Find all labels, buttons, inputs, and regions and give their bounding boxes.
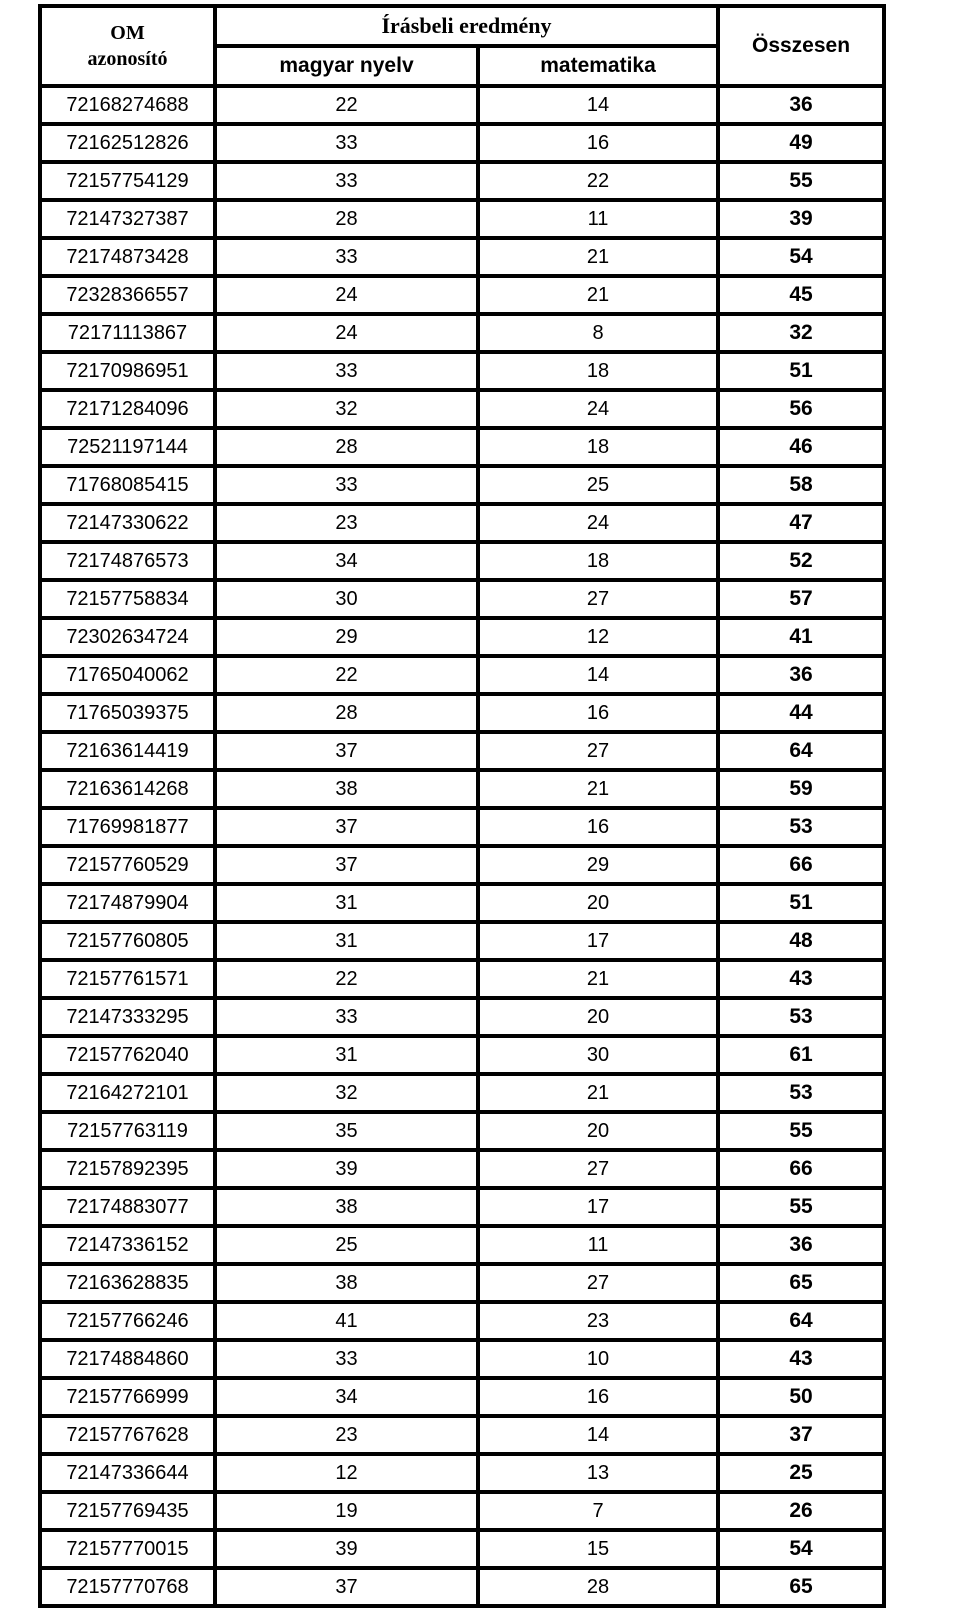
- hungarian-score-cell: 34: [215, 542, 478, 580]
- math-score-cell: 16: [478, 1378, 718, 1416]
- total-score-cell: 56: [718, 390, 884, 428]
- hungarian-score-cell: 25: [215, 1226, 478, 1264]
- math-score-cell: 28: [478, 1568, 718, 1606]
- total-score-cell: 47: [718, 504, 884, 542]
- hungarian-score-cell: 33: [215, 998, 478, 1036]
- math-score-cell: 14: [478, 1416, 718, 1454]
- table-row: [40, 314, 884, 352]
- table-row: [40, 1150, 884, 1188]
- total-score-cell: 41: [718, 618, 884, 656]
- om-id-cell: 72163628835: [40, 1264, 215, 1302]
- table-row: [40, 770, 884, 808]
- table-row: [40, 1302, 884, 1340]
- math-score-cell: 27: [478, 580, 718, 618]
- math-score-cell: 29: [478, 846, 718, 884]
- header-hungarian: magyar nyelv: [215, 46, 478, 86]
- hungarian-score-cell: 35: [215, 1112, 478, 1150]
- hungarian-score-cell: 37: [215, 1568, 478, 1606]
- hungarian-score-cell: 31: [215, 884, 478, 922]
- math-score-cell: 11: [478, 200, 718, 238]
- hungarian-score-cell: 33: [215, 1340, 478, 1378]
- om-id-cell: 72302634724: [40, 618, 215, 656]
- hungarian-score-cell: 23: [215, 504, 478, 542]
- total-score-cell: 53: [718, 1074, 884, 1112]
- total-score-cell: 59: [718, 770, 884, 808]
- header-math: matematika: [478, 46, 718, 86]
- hungarian-score-cell: 33: [215, 466, 478, 504]
- total-score-cell: 55: [718, 162, 884, 200]
- table-row: [40, 1264, 884, 1302]
- header-written-result: Írásbeli eredmény: [215, 6, 718, 46]
- om-id-cell: 71765039375: [40, 694, 215, 732]
- table-row: [40, 1530, 884, 1568]
- table-row: [40, 1036, 884, 1074]
- om-id-cell: 72157762040: [40, 1036, 215, 1074]
- om-id-cell: 72157769435: [40, 1492, 215, 1530]
- om-id-cell: 72521197144: [40, 428, 215, 466]
- hungarian-score-cell: 29: [215, 618, 478, 656]
- total-score-cell: 55: [718, 1188, 884, 1226]
- math-score-cell: 18: [478, 428, 718, 466]
- om-id-cell: 72162512826: [40, 124, 215, 162]
- total-score-cell: 65: [718, 1568, 884, 1606]
- math-score-cell: 21: [478, 1074, 718, 1112]
- om-id-cell: 72157766999: [40, 1378, 215, 1416]
- total-score-cell: 36: [718, 86, 884, 124]
- om-id-cell: 72157760805: [40, 922, 215, 960]
- hungarian-score-cell: 23: [215, 1416, 478, 1454]
- table-row: [40, 200, 884, 238]
- table-header: [40, 6, 884, 86]
- table-row: [40, 960, 884, 998]
- math-score-cell: 7: [478, 1492, 718, 1530]
- math-score-cell: 11: [478, 1226, 718, 1264]
- om-id-cell: 72157770015: [40, 1530, 215, 1568]
- header-om-id: [40, 6, 215, 86]
- math-score-cell: 21: [478, 238, 718, 276]
- hungarian-score-cell: 37: [215, 808, 478, 846]
- om-id-cell: 72157761571: [40, 960, 215, 998]
- table-row: [40, 1492, 884, 1530]
- math-score-cell: 16: [478, 124, 718, 162]
- total-score-cell: 54: [718, 1530, 884, 1568]
- total-score-cell: 50: [718, 1378, 884, 1416]
- table-row: [40, 1378, 884, 1416]
- table-row: [40, 656, 884, 694]
- total-score-cell: 32: [718, 314, 884, 352]
- table-row: [40, 998, 884, 1036]
- math-score-cell: 20: [478, 1112, 718, 1150]
- table-row: [40, 1416, 884, 1454]
- hungarian-score-cell: 24: [215, 314, 478, 352]
- math-score-cell: 16: [478, 808, 718, 846]
- total-score-cell: 43: [718, 960, 884, 998]
- table-row: [40, 542, 884, 580]
- hungarian-score-cell: 38: [215, 1188, 478, 1226]
- math-score-cell: 21: [478, 276, 718, 314]
- hungarian-score-cell: 38: [215, 770, 478, 808]
- table-row: [40, 162, 884, 200]
- math-score-cell: 10: [478, 1340, 718, 1378]
- hungarian-score-cell: 33: [215, 124, 478, 162]
- hungarian-score-cell: 33: [215, 352, 478, 390]
- math-score-cell: 20: [478, 884, 718, 922]
- om-id-cell: 72157766246: [40, 1302, 215, 1340]
- math-score-cell: 21: [478, 770, 718, 808]
- hungarian-score-cell: 33: [215, 238, 478, 276]
- hungarian-score-cell: 31: [215, 1036, 478, 1074]
- total-score-cell: 37: [718, 1416, 884, 1454]
- total-score-cell: 55: [718, 1112, 884, 1150]
- table-row: [40, 580, 884, 618]
- results-table: [38, 4, 886, 1608]
- table-row: [40, 1340, 884, 1378]
- math-score-cell: 8: [478, 314, 718, 352]
- total-score-cell: 64: [718, 1302, 884, 1340]
- total-score-cell: 49: [718, 124, 884, 162]
- total-score-cell: 48: [718, 922, 884, 960]
- math-score-cell: 27: [478, 1264, 718, 1302]
- om-id-cell: 71765040062: [40, 656, 215, 694]
- hungarian-score-cell: 33: [215, 162, 478, 200]
- om-id-cell: 72168274688: [40, 86, 215, 124]
- total-score-cell: 45: [718, 276, 884, 314]
- om-id-cell: 72157892395: [40, 1150, 215, 1188]
- total-score-cell: 53: [718, 998, 884, 1036]
- math-score-cell: 23: [478, 1302, 718, 1340]
- om-id-cell: 72157754129: [40, 162, 215, 200]
- hungarian-score-cell: 28: [215, 200, 478, 238]
- table-row: [40, 504, 884, 542]
- total-score-cell: 46: [718, 428, 884, 466]
- om-id-cell: 72174879904: [40, 884, 215, 922]
- total-score-cell: 43: [718, 1340, 884, 1378]
- total-score-cell: 44: [718, 694, 884, 732]
- table-row: [40, 846, 884, 884]
- math-score-cell: 27: [478, 732, 718, 770]
- math-score-cell: 15: [478, 1530, 718, 1568]
- total-score-cell: 36: [718, 656, 884, 694]
- hungarian-score-cell: 28: [215, 428, 478, 466]
- total-score-cell: 58: [718, 466, 884, 504]
- om-id-cell: 72174876573: [40, 542, 215, 580]
- math-score-cell: 24: [478, 504, 718, 542]
- table-body: [40, 86, 884, 1606]
- table-row: [40, 808, 884, 846]
- math-score-cell: 14: [478, 86, 718, 124]
- hungarian-score-cell: 41: [215, 1302, 478, 1340]
- total-score-cell: 64: [718, 732, 884, 770]
- table-row: [40, 1454, 884, 1492]
- math-score-cell: 25: [478, 466, 718, 504]
- om-id-cell: 72174884860: [40, 1340, 215, 1378]
- header-total: Összesen: [718, 6, 884, 86]
- hungarian-score-cell: 38: [215, 1264, 478, 1302]
- table-row: [40, 1226, 884, 1264]
- table-row: [40, 238, 884, 276]
- total-score-cell: 26: [718, 1492, 884, 1530]
- hungarian-score-cell: 28: [215, 694, 478, 732]
- table-row: [40, 390, 884, 428]
- math-score-cell: 24: [478, 390, 718, 428]
- math-score-cell: 17: [478, 1188, 718, 1226]
- math-score-cell: 18: [478, 542, 718, 580]
- math-score-cell: 13: [478, 1454, 718, 1492]
- om-id-cell: 72157760529: [40, 846, 215, 884]
- om-id-cell: 72157758834: [40, 580, 215, 618]
- om-id-cell: 72163614419: [40, 732, 215, 770]
- table-row: [40, 884, 884, 922]
- om-id-cell: 72157767628: [40, 1416, 215, 1454]
- total-score-cell: 65: [718, 1264, 884, 1302]
- hungarian-score-cell: 24: [215, 276, 478, 314]
- math-score-cell: 18: [478, 352, 718, 390]
- total-score-cell: 66: [718, 846, 884, 884]
- total-score-cell: 25: [718, 1454, 884, 1492]
- table-row: [40, 1568, 884, 1606]
- hungarian-score-cell: 32: [215, 1074, 478, 1112]
- total-score-cell: 66: [718, 1150, 884, 1188]
- table-row: [40, 276, 884, 314]
- om-id-cell: 72147330622: [40, 504, 215, 542]
- math-score-cell: 12: [478, 618, 718, 656]
- math-score-cell: 22: [478, 162, 718, 200]
- math-score-cell: 20: [478, 998, 718, 1036]
- total-score-cell: 54: [718, 238, 884, 276]
- om-id-cell: 72170986951: [40, 352, 215, 390]
- total-score-cell: 51: [718, 884, 884, 922]
- table-row: [40, 352, 884, 390]
- hungarian-score-cell: 22: [215, 960, 478, 998]
- math-score-cell: 17: [478, 922, 718, 960]
- hungarian-score-cell: 31: [215, 922, 478, 960]
- om-id-cell: 72328366557: [40, 276, 215, 314]
- hungarian-score-cell: 32: [215, 390, 478, 428]
- total-score-cell: 57: [718, 580, 884, 618]
- table-row: [40, 1074, 884, 1112]
- om-id-cell: 72164272101: [40, 1074, 215, 1112]
- math-score-cell: 27: [478, 1150, 718, 1188]
- total-score-cell: 39: [718, 200, 884, 238]
- math-score-cell: 14: [478, 656, 718, 694]
- total-score-cell: 51: [718, 352, 884, 390]
- hungarian-score-cell: 30: [215, 580, 478, 618]
- hungarian-score-cell: 39: [215, 1530, 478, 1568]
- om-id-cell: 72147336152: [40, 1226, 215, 1264]
- total-score-cell: 61: [718, 1036, 884, 1074]
- header-om-line1: OM: [110, 22, 145, 44]
- table-row: [40, 694, 884, 732]
- total-score-cell: 52: [718, 542, 884, 580]
- hungarian-score-cell: 19: [215, 1492, 478, 1530]
- om-id-cell: 72174883077: [40, 1188, 215, 1226]
- hungarian-score-cell: 22: [215, 656, 478, 694]
- om-id-cell: 71768085415: [40, 466, 215, 504]
- table-row: [40, 1112, 884, 1150]
- om-id-cell: 72174873428: [40, 238, 215, 276]
- om-id-cell: 72171284096: [40, 390, 215, 428]
- math-score-cell: 30: [478, 1036, 718, 1074]
- table-row: [40, 1188, 884, 1226]
- math-score-cell: 21: [478, 960, 718, 998]
- om-id-cell: 72163614268: [40, 770, 215, 808]
- om-id-cell: 72147336644: [40, 1454, 215, 1492]
- hungarian-score-cell: 37: [215, 846, 478, 884]
- total-score-cell: 36: [718, 1226, 884, 1264]
- table-row: [40, 922, 884, 960]
- hungarian-score-cell: 39: [215, 1150, 478, 1188]
- om-id-cell: 72147327387: [40, 200, 215, 238]
- math-score-cell: 16: [478, 694, 718, 732]
- table-row: [40, 428, 884, 466]
- om-id-cell: 72157763119: [40, 1112, 215, 1150]
- table-row: [40, 466, 884, 504]
- om-id-cell: 72171113867: [40, 314, 215, 352]
- header-om-line2: azonosító: [87, 48, 168, 70]
- om-id-cell: 72157770768: [40, 1568, 215, 1606]
- om-id-cell: 72147333295: [40, 998, 215, 1036]
- table-row: [40, 86, 884, 124]
- hungarian-score-cell: 37: [215, 732, 478, 770]
- hungarian-score-cell: 12: [215, 1454, 478, 1492]
- table-row: [40, 732, 884, 770]
- table-row: [40, 124, 884, 162]
- total-score-cell: 53: [718, 808, 884, 846]
- om-id-cell: 71769981877: [40, 808, 215, 846]
- hungarian-score-cell: 22: [215, 86, 478, 124]
- table-row: [40, 618, 884, 656]
- hungarian-score-cell: 34: [215, 1378, 478, 1416]
